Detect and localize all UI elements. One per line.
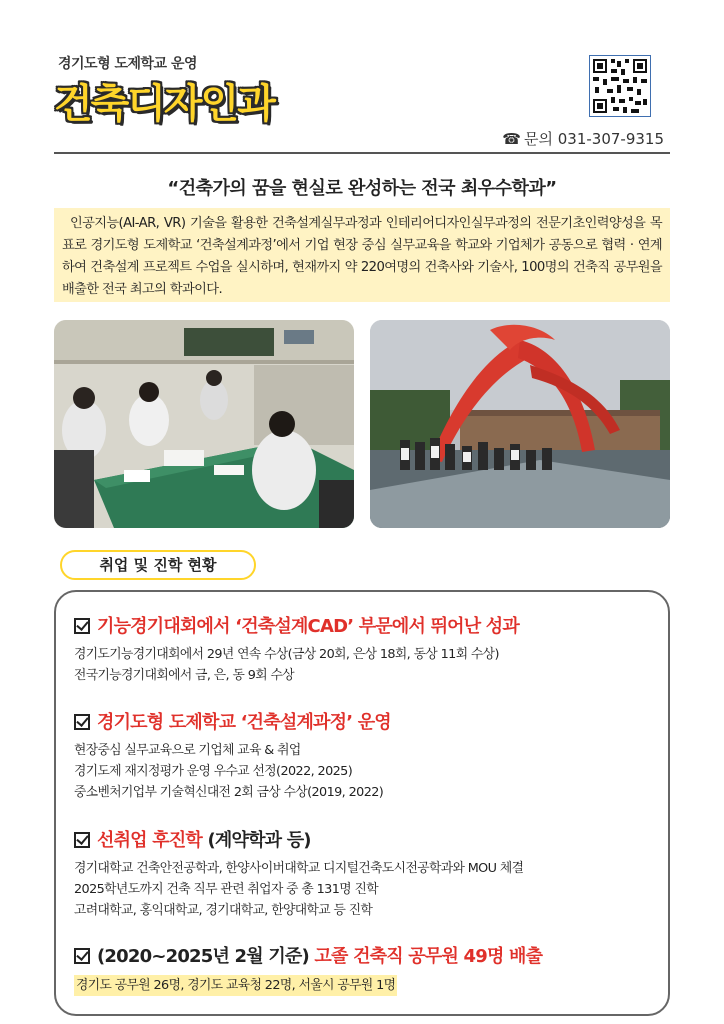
- header-divider: [54, 152, 670, 154]
- section-title-black: (계약학과 등): [202, 830, 311, 851]
- checkbox-icon: [74, 714, 90, 730]
- contact-info: [502, 128, 664, 149]
- section-employment-first: [74, 826, 523, 921]
- section-line: 경기대학교 건축안전공학과, 한양사이버대학교 디지털건축도시전공학과와 MOU 체결: [74, 861, 524, 876]
- page-title: 건축디자인과: [54, 81, 274, 127]
- slogan: “건축가의 꿈을 현실로 완성하는 전국 최우수학과”: [167, 178, 557, 199]
- header-subtitle: 경기도형 도제학교 운영: [58, 56, 197, 72]
- section-line: 경기도기능경기대회에서 29년 연속 수상(금상 20회, 은상 18회, 동상 11회 수상): [74, 647, 499, 662]
- sculpture-photo: [370, 320, 670, 528]
- section-line: 현장중심 실무교육으로 기업체 교육 & 취업: [74, 743, 301, 758]
- section-title: [74, 612, 519, 638]
- section-title-red: 선취업 후진학: [97, 830, 202, 851]
- section-title-text: 경기도형 도제학교 ‘건축설계과정’ 운영: [97, 712, 391, 733]
- section-civil-servants: [74, 942, 542, 996]
- section-line: 고려대학교, 홍익대학교, 경기대학교, 한양대학교 등 진학: [74, 903, 373, 918]
- contact-text: 문의 031-307-9315: [523, 130, 664, 148]
- section-apprenticeship: [74, 708, 391, 803]
- qr-code-icon[interactable]: [589, 55, 651, 117]
- section-title: [74, 826, 523, 852]
- classroom-photo: [54, 320, 354, 528]
- section-title-black: (2020~2025년 2월 기준): [97, 946, 315, 967]
- checkbox-icon: [74, 948, 90, 964]
- status-tab: 취업 및 진학 현황: [60, 550, 256, 580]
- section-line: 전국기능경기대회에서 금, 은, 동 9회 수상: [74, 668, 295, 683]
- intro-paragraph: 인공지능(AI-AR, VR) 기술을 활용한 건축설계실무과정과 인테리어디자인실무과정의 전문기초인력양성을 목표로 경기도형 도제학교 ‘건축설계과정’에서 기업 현장 중심 실무교육을 학교와 기업체가 공동으로 협력 · 연계하여 건축설계 프로젝트 수업을 실시하며, 현재까지 약 220여명의 건축사와 기술사, 100명의 건축직 공무원을 배출한 전국 최고의 학과이다.: [54, 208, 670, 302]
- section-title: [74, 942, 542, 968]
- section-skills-competition: [74, 612, 519, 686]
- section-line: 중소벤처기업부 기술혁신대전 2회 금상 수상(2019, 2022): [74, 785, 384, 800]
- section-title-red: 고졸 건축직 공무원 49명 배출: [314, 946, 543, 967]
- section-line: 경기도 공무원 26명, 경기도 교육청 22명, 서울시 공무원 1명: [74, 975, 397, 996]
- section-title: [74, 708, 391, 734]
- phone-icon: ☎: [502, 130, 521, 148]
- checkbox-icon: [74, 618, 90, 634]
- checkbox-icon: [74, 832, 90, 848]
- section-line: 2025학년도까지 건축 직무 관련 취업자 중 총 131명 진학: [74, 882, 379, 897]
- section-title-text: 기능경기대회에서 ‘건축설계CAD’ 부문에서 뛰어난 성과: [97, 616, 519, 637]
- section-line: 경기도제 재지정평가 운영 우수교 선정(2022, 2025): [74, 764, 353, 779]
